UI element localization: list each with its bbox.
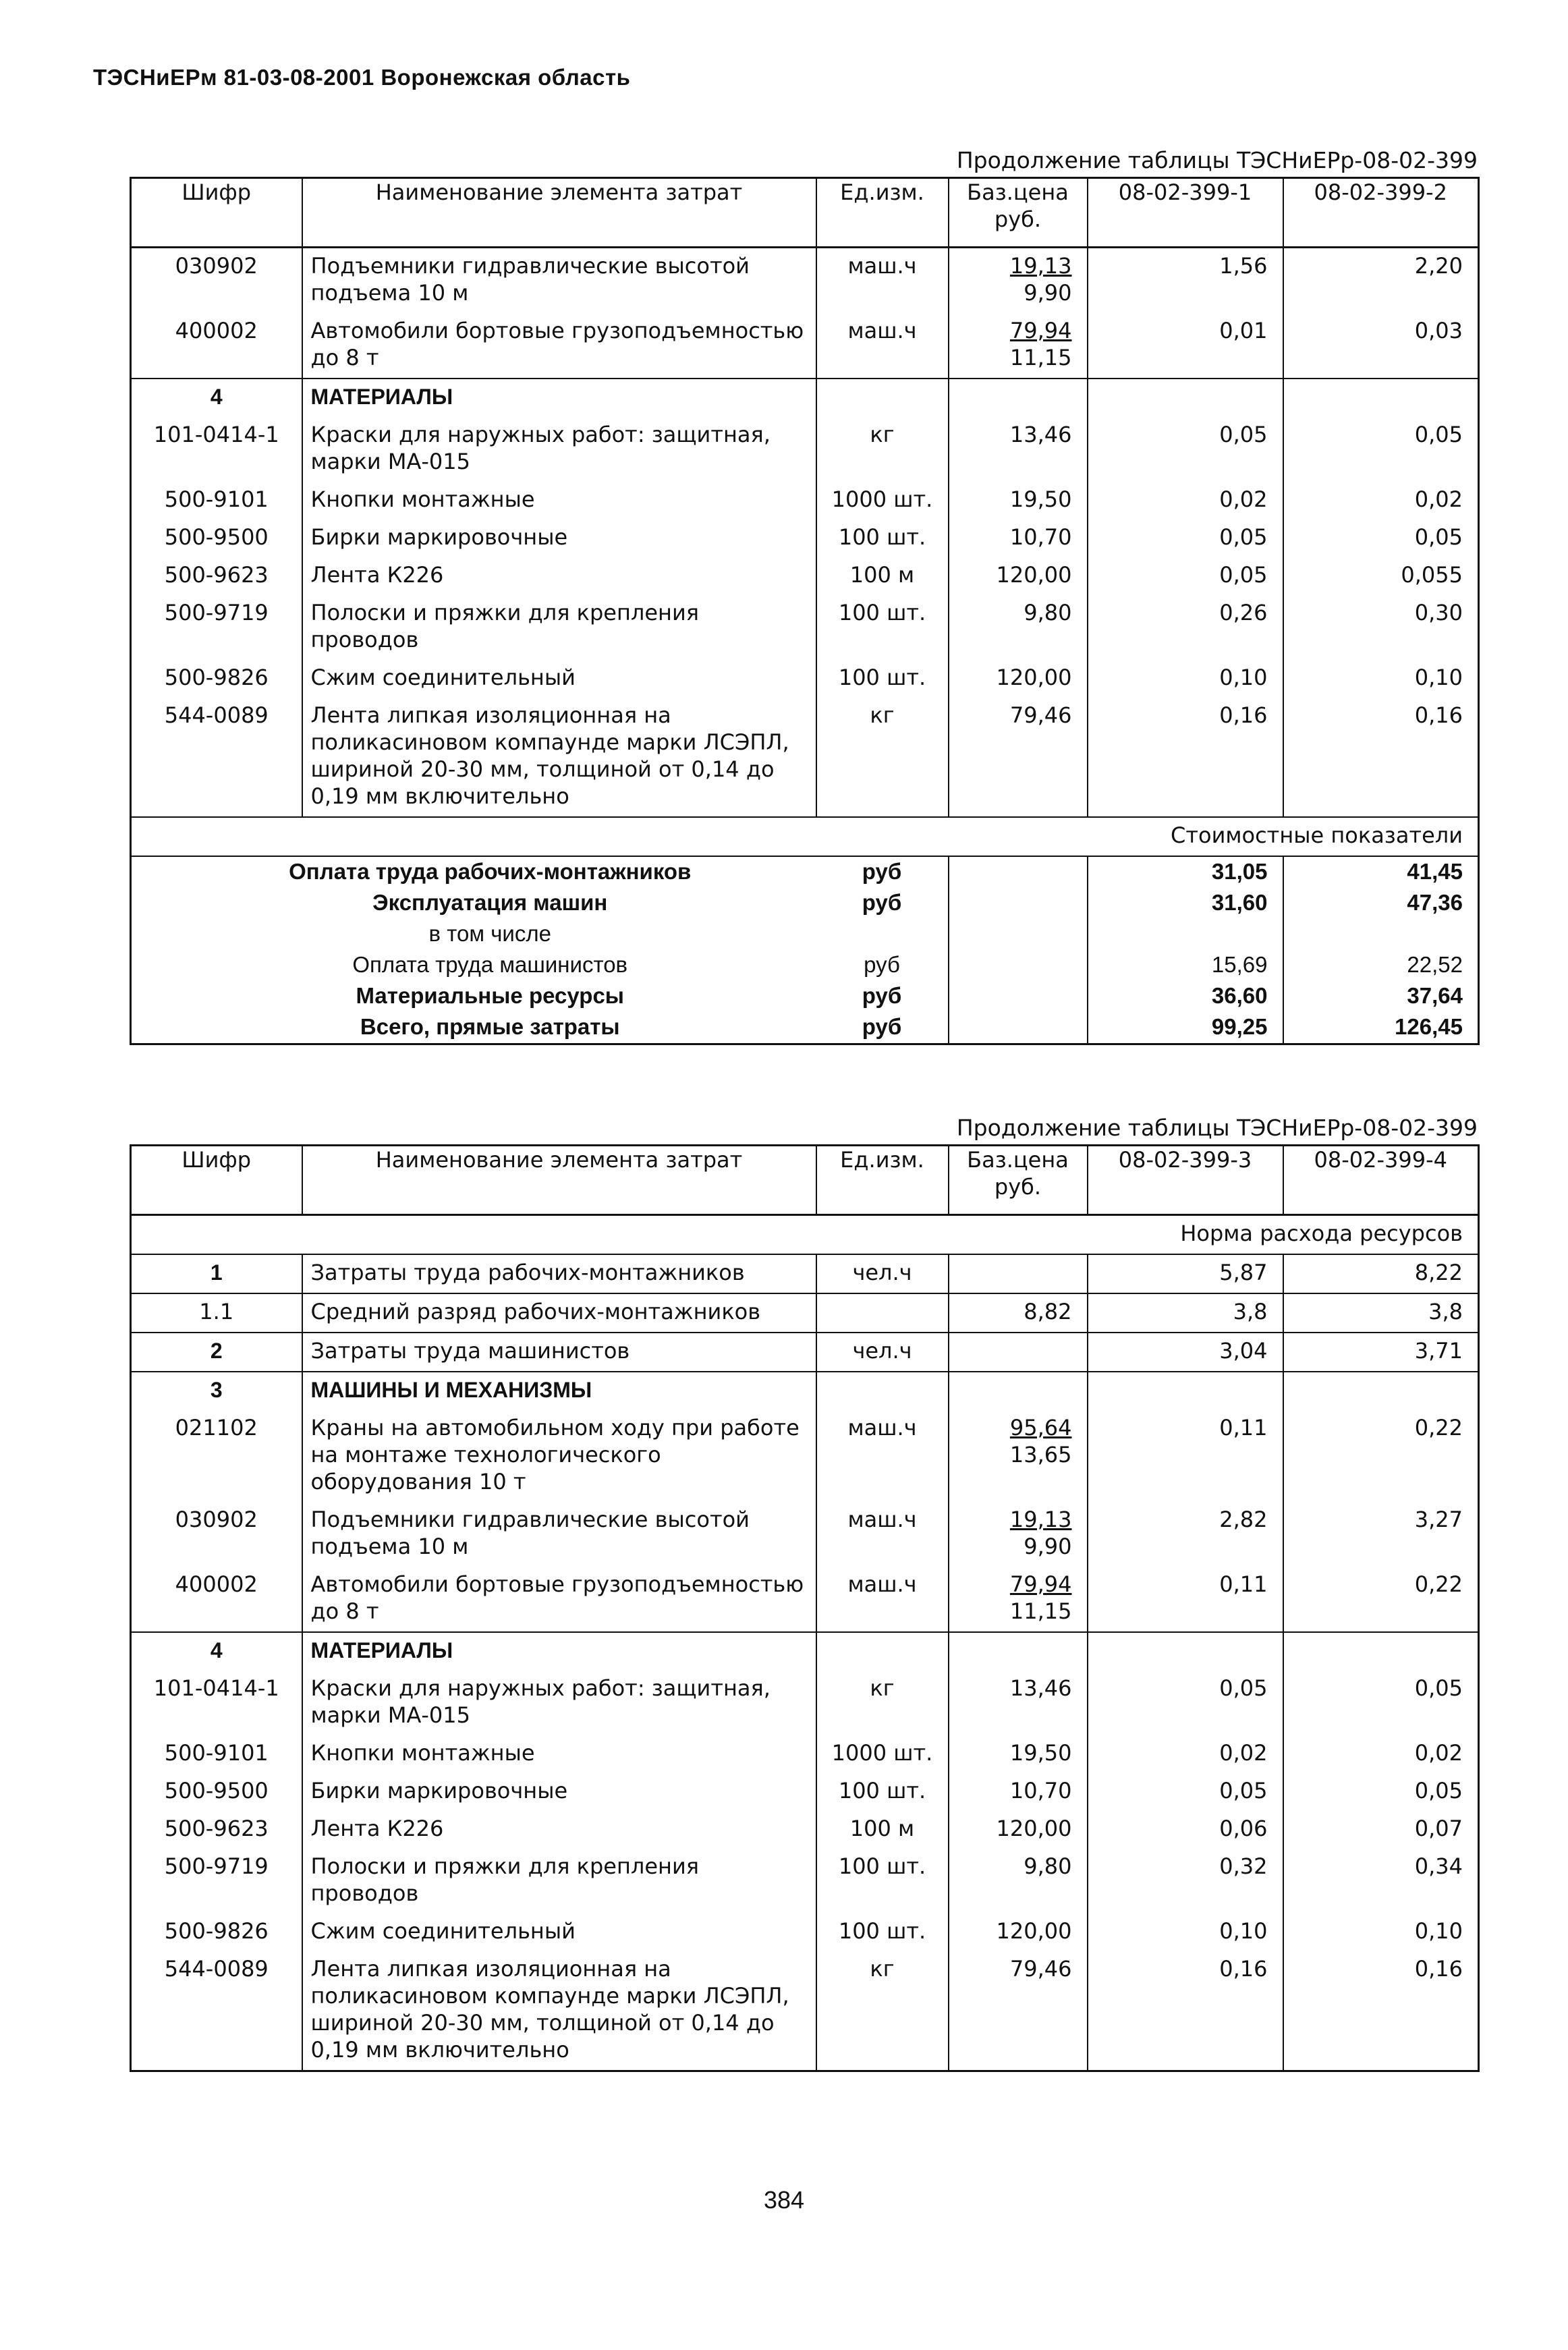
table-row: [131, 417, 1479, 482]
summary-value-a: 31,05: [1088, 856, 1283, 888]
row-value-a: 0,10: [1088, 660, 1283, 698]
cost-heading-row: [131, 817, 1479, 856]
row-code: 1: [131, 1254, 302, 1293]
row-name: Полоски и пряжки для крепления проводов: [302, 1849, 816, 1913]
row-value-b: 0,10: [1283, 660, 1479, 698]
row-value-a: 5,87: [1088, 1254, 1283, 1293]
table-row: [131, 557, 1479, 595]
row-value-b: 0,05: [1283, 1773, 1479, 1811]
row-name: Подъемники гидравлические высотой подъема 10 м: [302, 1502, 816, 1567]
row-name: Сжим соединительный: [302, 660, 816, 698]
row-value-a: 3,04: [1088, 1333, 1283, 1372]
row-price: 8,82: [949, 1293, 1088, 1333]
row-price: 13,46: [949, 417, 1088, 482]
row-value-b: 0,05: [1283, 1671, 1479, 1735]
row-value-a: 0,02: [1088, 482, 1283, 520]
table-row: [131, 1410, 1479, 1502]
row-code: 500-9826: [131, 1913, 302, 1951]
row-value-a: 0,11: [1088, 1410, 1283, 1502]
table-row: [131, 520, 1479, 557]
row-name: Бирки маркировочные: [302, 1773, 816, 1811]
row-value-b: 0,34: [1283, 1849, 1479, 1913]
row-value-a: 0,32: [1088, 1849, 1283, 1913]
row-value-b: 0,22: [1283, 1567, 1479, 1632]
price-sub: 11,15: [1009, 1598, 1072, 1624]
table2-materials: [131, 1671, 1479, 2071]
row-name: Автомобили бортовые грузоподъемностью до 8 т: [302, 1567, 816, 1632]
row-name: Сжим соединительный: [302, 1913, 816, 1951]
row-value-a: 0,11: [1088, 1567, 1283, 1632]
row-price: 13,46: [949, 1671, 1088, 1735]
col-name-header: Наименование элемента затрат: [302, 178, 816, 248]
row-code: 101-0414-1: [131, 417, 302, 482]
col-v2-header: 08-02-399-4: [1283, 1146, 1479, 1215]
row-value-a: 0,05: [1088, 417, 1283, 482]
row-code: 021102: [131, 1410, 302, 1502]
page-header: ТЭСНиЕРм 81-03-08-2001 Воронежская область: [93, 65, 631, 90]
table1-header-row: [131, 178, 1479, 248]
summary-row: [131, 981, 1479, 1012]
price-main: 79,94: [1009, 318, 1072, 343]
row-value-a: 0,05: [1088, 520, 1283, 557]
row-name: Автомобили бортовые грузоподъемностью до 8 т: [302, 313, 816, 379]
section-row: [131, 1372, 1479, 1410]
row-code: 500-9500: [131, 520, 302, 557]
table2: [130, 1144, 1480, 2072]
summary-price: [949, 856, 1088, 888]
row-code: 500-9500: [131, 1773, 302, 1811]
row-code: 500-9101: [131, 1735, 302, 1773]
table1-materials: [131, 417, 1479, 817]
summary-value-b: 22,52: [1283, 950, 1479, 981]
row-code: 030902: [131, 1502, 302, 1567]
row-code: 101-0414-1: [131, 1671, 302, 1735]
table-row: [131, 248, 1479, 314]
summary-unit: руб: [862, 983, 902, 1008]
price-header-line2: руб.: [994, 1174, 1042, 1200]
row-value-a: 0,16: [1088, 1951, 1283, 2071]
col-v1-header: 08-02-399-3: [1088, 1146, 1283, 1215]
section-code: 4: [131, 1632, 302, 1671]
table1-caption: Продолжение таблицы ТЭСНиЕРр-08-02-399: [956, 147, 1478, 173]
price-header-line1: Баз.цена: [967, 179, 1069, 205]
page-number: 384: [763, 2186, 805, 2214]
table2-header-row: [131, 1146, 1479, 1215]
col-v1-header: 08-02-399-1: [1088, 178, 1283, 248]
col-price-header: [949, 178, 1088, 248]
row-value-a: 0,05: [1088, 557, 1283, 595]
summary-label: Оплата труда рабочих-монтажников: [131, 856, 816, 888]
row-name: Средний разряд рабочих-монтажников: [302, 1293, 816, 1333]
row-price: 9,80: [949, 595, 1088, 660]
table1: [130, 177, 1480, 1045]
row-name: Бирки маркировочные: [302, 520, 816, 557]
row-name: Подъемники гидравлические высотой подъема 10 м: [302, 248, 816, 314]
row-code: 500-9719: [131, 595, 302, 660]
summary-value-b: 47,36: [1283, 888, 1479, 919]
row-price: [949, 1333, 1088, 1372]
row-code: 1.1: [131, 1293, 302, 1333]
row-value-a: 0,10: [1088, 1913, 1283, 1951]
row-unit: маш.ч: [816, 1410, 949, 1502]
summary-price: [949, 1012, 1088, 1044]
row-unit: 100 шт.: [816, 1849, 949, 1913]
row-unit: кг: [816, 417, 949, 482]
row-code: 544-0089: [131, 1951, 302, 2071]
price-main: 95,64: [1009, 1415, 1072, 1440]
summary-value-a: [1088, 919, 1283, 950]
row-price: [949, 1502, 1088, 1567]
price-sub: 9,90: [1024, 280, 1072, 306]
table-row: [131, 1951, 1479, 2071]
row-value-b: 0,05: [1283, 520, 1479, 557]
table1-summary: [131, 856, 1479, 1044]
summary-value-a: 99,25: [1088, 1012, 1283, 1044]
table2-labor: [131, 1254, 1479, 1372]
cost-heading: Стоимостные показатели: [131, 817, 1479, 856]
row-value-a: 0,06: [1088, 1811, 1283, 1849]
row-unit: 1000 шт.: [816, 1735, 949, 1773]
row-unit: 100 шт.: [816, 520, 949, 557]
row-name: Кнопки монтажные: [302, 1735, 816, 1773]
summary-label: Материальные ресурсы: [131, 981, 816, 1012]
row-code: 500-9623: [131, 557, 302, 595]
summary-price: [949, 919, 1088, 950]
col-unit-header: Ед.изм.: [816, 1146, 949, 1215]
norm-heading: Норма расхода ресурсов: [131, 1215, 1479, 1255]
table-row: [131, 482, 1479, 520]
row-unit: 100 шт.: [816, 595, 949, 660]
summary-unit: руб: [862, 890, 902, 915]
table-row: [131, 698, 1479, 817]
row-unit: 100 м: [816, 557, 949, 595]
summary-value-a: 15,69: [1088, 950, 1283, 981]
row-unit: маш.ч: [816, 1567, 949, 1632]
row-name: Краски для наружных работ: защитная, марки МА-015: [302, 1671, 816, 1735]
row-name: Затраты труда машинистов: [302, 1333, 816, 1372]
row-unit: 1000 шт.: [816, 482, 949, 520]
col-unit-header: Ед.изм.: [816, 178, 949, 248]
section-row: [131, 379, 1479, 417]
row-price: 79,46: [949, 698, 1088, 817]
price-sub: 9,90: [1024, 1534, 1072, 1559]
row-value-a: 0,26: [1088, 595, 1283, 660]
summary-row: [131, 888, 1479, 919]
table-row: [131, 1502, 1479, 1567]
table2-caption: Продолжение таблицы ТЭСНиЕРр-08-02-399: [956, 1115, 1478, 1141]
row-value-b: 0,02: [1283, 482, 1479, 520]
summary-row: [131, 856, 1479, 888]
summary-label: в том числе: [131, 919, 816, 950]
row-value-a: 0,01: [1088, 313, 1283, 379]
row-unit: 100 шт.: [816, 1773, 949, 1811]
row-unit: кг: [816, 698, 949, 817]
summary-price: [949, 981, 1088, 1012]
row-value-a: 0,05: [1088, 1773, 1283, 1811]
table-row: [131, 595, 1479, 660]
row-price: [949, 1410, 1088, 1502]
row-price: [949, 1254, 1088, 1293]
row-name: Лента липкая изоляционная на поликасиновом компаунде марки ЛСЭПЛ, шириной 20-30 мм, толщиной от 0,14 до 0,19 мм включительно: [302, 1951, 816, 2071]
table-row: [131, 1671, 1479, 1735]
row-value-b: 0,22: [1283, 1410, 1479, 1502]
section-row: [131, 1632, 1479, 1671]
row-unit: 100 м: [816, 1811, 949, 1849]
col-price-header: [949, 1146, 1088, 1215]
row-unit: маш.ч: [816, 313, 949, 379]
summary-price: [949, 950, 1088, 981]
summary-unit: руб: [816, 1012, 949, 1044]
row-name: Затраты труда рабочих-монтажников: [302, 1254, 816, 1293]
row-price: 19,50: [949, 482, 1088, 520]
summary-value-b: 126,45: [1283, 1012, 1479, 1044]
table-row: [131, 1849, 1479, 1913]
table-row: [131, 313, 1479, 379]
row-unit: [816, 1293, 949, 1333]
col-code-header: Шифр: [131, 178, 302, 248]
row-value-b: 2,20: [1283, 248, 1479, 314]
summary-value-a: 31,60: [1088, 888, 1283, 919]
row-value-b: 0,30: [1283, 595, 1479, 660]
row-value-b: 8,22: [1283, 1254, 1479, 1293]
row-value-b: 3,71: [1283, 1333, 1479, 1372]
col-v2-header: 08-02-399-2: [1283, 178, 1479, 248]
row-name: Краски для наружных работ: защитная, марки МА-015: [302, 417, 816, 482]
row-code: 500-9826: [131, 660, 302, 698]
row-value-b: 0,055: [1283, 557, 1479, 595]
summary-row: [131, 950, 1479, 981]
row-value-b: 0,05: [1283, 417, 1479, 482]
table-row: [131, 1773, 1479, 1811]
row-price: 10,70: [949, 520, 1088, 557]
row-price: [949, 248, 1088, 314]
section-title: МАШИНЫ И МЕХАНИЗМЫ: [302, 1372, 816, 1410]
row-unit: чел.ч: [816, 1254, 949, 1293]
table-row: [131, 1735, 1479, 1773]
table2-machines: [131, 1410, 1479, 1632]
row-code: 544-0089: [131, 698, 302, 817]
row-price: 120,00: [949, 1811, 1088, 1849]
row-price: 79,46: [949, 1951, 1088, 2071]
row-code: 500-9719: [131, 1849, 302, 1913]
row-name: Лента К226: [302, 557, 816, 595]
row-code: 400002: [131, 313, 302, 379]
summary-price: [949, 888, 1088, 919]
table-row: [131, 1293, 1479, 1333]
summary-unit: руб: [862, 859, 902, 884]
row-unit: 100 шт.: [816, 660, 949, 698]
table-row: [131, 660, 1479, 698]
table-row: [131, 1333, 1479, 1372]
row-value-b: 3,8: [1283, 1293, 1479, 1333]
row-price: 9,80: [949, 1849, 1088, 1913]
summary-row: [131, 1012, 1479, 1044]
row-code: 030902: [131, 248, 302, 314]
row-value-b: 0,02: [1283, 1735, 1479, 1773]
row-code: 500-9101: [131, 482, 302, 520]
table-row: [131, 1913, 1479, 1951]
section-title: МАТЕРИАЛЫ: [302, 379, 816, 417]
row-value-a: 3,8: [1088, 1293, 1283, 1333]
col-code-header: Шифр: [131, 1146, 302, 1215]
row-value-a: 0,02: [1088, 1735, 1283, 1773]
summary-label: Эксплуатация машин: [131, 888, 816, 919]
row-price: [949, 1567, 1088, 1632]
summary-value-a: 36,60: [1088, 981, 1283, 1012]
price-main: 19,13: [1009, 253, 1072, 279]
summary-row: [131, 919, 1479, 950]
section-code: 3: [131, 1372, 302, 1410]
table-row: [131, 1811, 1479, 1849]
row-name: Лента липкая изоляционная на поликасиновом компаунде марки ЛСЭПЛ, шириной 20-30 мм, толщиной от 0,14 до 0,19 мм включительно: [302, 698, 816, 817]
row-value-b: 0,16: [1283, 698, 1479, 817]
row-unit: маш.ч: [816, 248, 949, 314]
row-name: Полоски и пряжки для крепления проводов: [302, 595, 816, 660]
row-code: 2: [131, 1333, 302, 1372]
summary-value-b: [1283, 919, 1479, 950]
row-value-a: 1,56: [1088, 248, 1283, 314]
norm-heading-row: [131, 1215, 1479, 1255]
summary-value-b: 37,64: [1283, 981, 1479, 1012]
row-name: Лента К226: [302, 1811, 816, 1849]
row-price: 120,00: [949, 1913, 1088, 1951]
row-value-b: 0,07: [1283, 1811, 1479, 1849]
row-unit: кг: [816, 1951, 949, 2071]
row-price: 120,00: [949, 557, 1088, 595]
price-header-line1: Баз.цена: [967, 1147, 1069, 1173]
row-unit: кг: [816, 1671, 949, 1735]
row-price: 19,50: [949, 1735, 1088, 1773]
table-row: [131, 1254, 1479, 1293]
row-value-b: 3,27: [1283, 1502, 1479, 1567]
summary-value-b: 41,45: [1283, 856, 1479, 888]
row-value-b: 0,16: [1283, 1951, 1479, 2071]
summary-label: Всего, прямые затраты: [131, 1012, 816, 1044]
row-unit: маш.ч: [816, 1502, 949, 1567]
section-code: 4: [131, 379, 302, 417]
price-main: 79,94: [1009, 1571, 1072, 1597]
row-name: Кнопки монтажные: [302, 482, 816, 520]
price-sub: 13,65: [1009, 1442, 1072, 1467]
col-name-header: Наименование элемента затрат: [302, 1146, 816, 1215]
row-value-a: 0,16: [1088, 698, 1283, 817]
section-title: МАТЕРИАЛЫ: [302, 1632, 816, 1671]
row-code: 500-9623: [131, 1811, 302, 1849]
row-unit: чел.ч: [816, 1333, 949, 1372]
price-sub: 11,15: [1009, 345, 1072, 370]
row-price: [949, 313, 1088, 379]
summary-unit: руб: [864, 952, 900, 977]
row-name: Краны на автомобильном ходу при работе на монтаже технологического оборудования 10 т: [302, 1410, 816, 1502]
row-price: 10,70: [949, 1773, 1088, 1811]
row-value-a: 0,05: [1088, 1671, 1283, 1735]
price-main: 19,13: [1009, 1507, 1072, 1532]
row-value-a: 2,82: [1088, 1502, 1283, 1567]
price-header-line2: руб.: [994, 206, 1042, 232]
table-row: [131, 1567, 1479, 1632]
row-value-b: 0,03: [1283, 313, 1479, 379]
row-price: 120,00: [949, 660, 1088, 698]
summary-label: Оплата труда машинистов: [131, 950, 816, 981]
row-unit: 100 шт.: [816, 1913, 949, 1951]
row-code: 400002: [131, 1567, 302, 1632]
summary-unit: [816, 919, 949, 950]
row-value-b: 0,10: [1283, 1913, 1479, 1951]
